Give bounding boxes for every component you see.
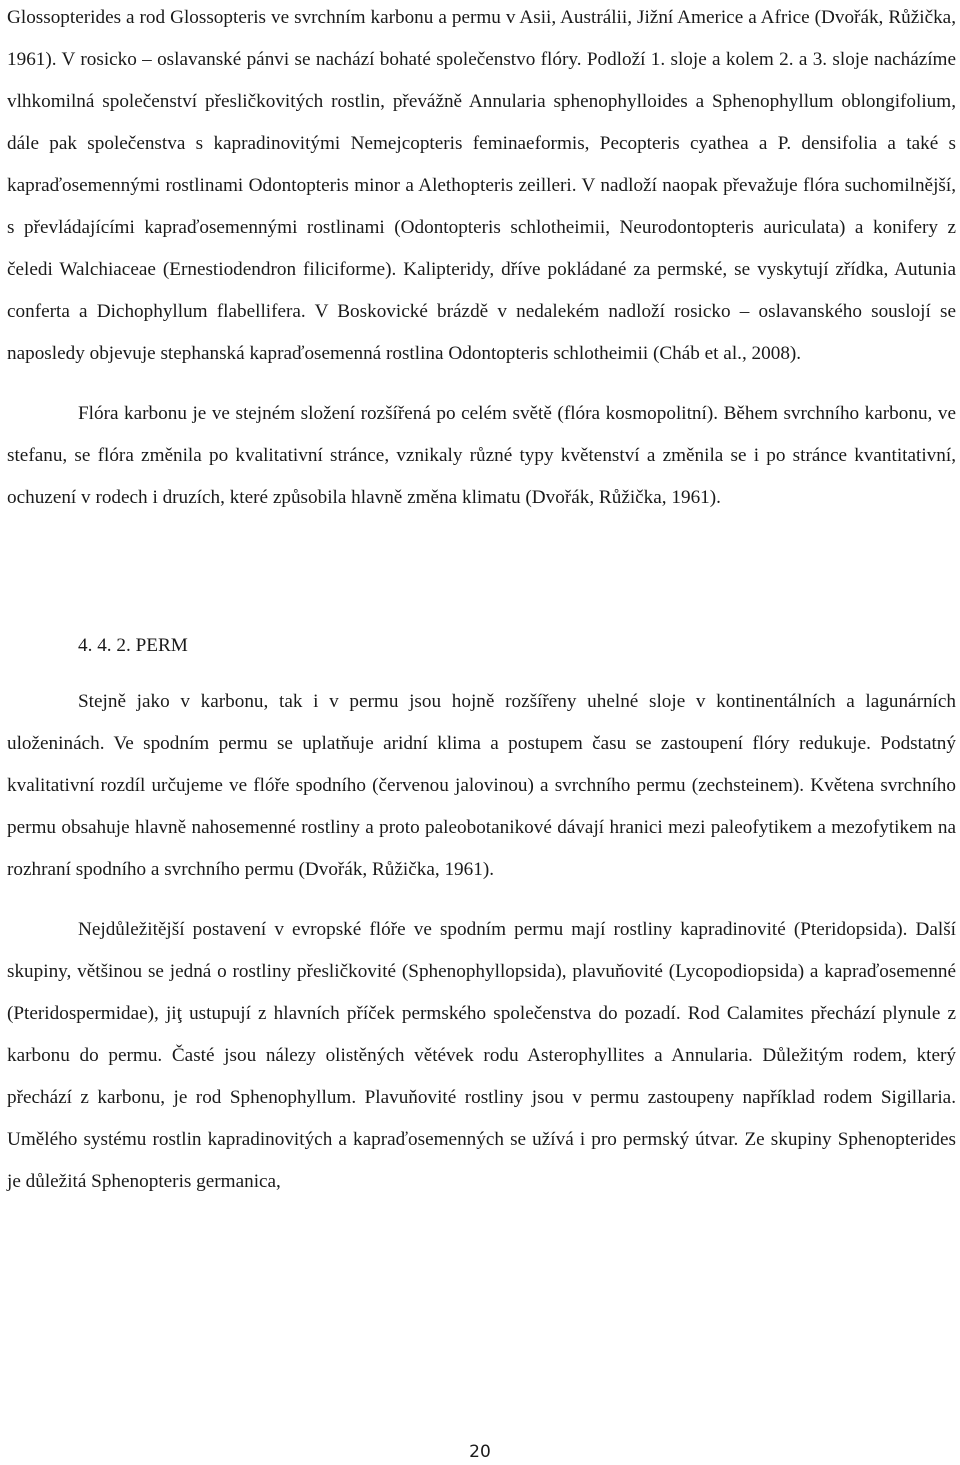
- paragraph-karbon-flora: Glossopterides a rod Glossopteris ve svrchním karbonu a permu v Asii, Austrálii, Jižní Americe a Africe (Dvořák, Růžička, 1961). V rosicko – oslavanské pánvi se nachází bohaté společenstvo flóry. Podloží 1. sloje a kolem 2. a 3. sloje nacházíme vlhkomilná společenství přesličkovitých rostlin, převážně Annularia sphenophylloides a Sphenophyllum oblongifolium, dále pak společenstva s kapradinovitými Nemejcopteris feminaeformis, Pecopteris cyathea a P. densifolia a také s kapraďosemennými rostlinami Odontopteris minor a Alethopteris zeilleri. V nadloží naopak převažuje flóra suchomilnější, s převládajícími kapraďosemennými rostlinami (Odontopteris schlotheimii, Neurodontopteris auriculata) a konifery z čeledi Walchiaceae (Ernestiodendron filiciforme). Kalipteridy, dříve pokládané za permské, se vyskytují zřídka, Autunia conferta a Dichophyllum flabellifera. V Boskovické brázdě v nedalekém nadloží rosicko – oslavanského souslojí se naposledy objevuje stephanská kapraďosemenná rostlina Odontopteris schlotheimii (Cháb et al., 2008).: [7, 7, 956, 364]
- paragraph-perm-flora: Nejdůležitější postavení v evropské flóře ve spodním permu mají rostliny kapradinovité (Pteridopsida). Další skupiny, většinou se jedná o rostliny přesličkovité (Sphenophyllopsida), plavuňovité (Lycopodiopsida) a kapraďosemenné (Pteridospermidae), jiţ ustupují z hlavních příček permského společenstva do pozadí. Rod Calamites přechází plynule z karbonu do permu. Časté jsou nálezy olistěných větévek rodu Asterophyllites a Annularia. Důležitým rodem, který přechází z karbonu, je rod Sphenophyllum. Plavuňovité rostliny jsou v permu zastoupeny například rodem Sigillaria. Umělého systému rostlin kapradinovitých a kapraďosemenných se užívá i pro permský útvar. Ze skupiny Sphenopterides je důležitá Sphenopteris germanica,: [7, 919, 956, 1192]
- document-page: [7, 0, 956, 1203]
- paragraph-spacer: [7, 375, 956, 393]
- section-heading: 4. 4. 2. PERM: [78, 635, 188, 656]
- page-number: 20: [469, 1442, 491, 1462]
- paragraph-cosmopolitan-flora: Flóra karbonu je ve stejném složení rozšířená po celém světě (flóra kosmopolitní). Během svrchního karbonu, ve stefanu, se flóra změnila po kvalitativní stránce, vznikaly různé typy květenství a změnila se i po stránce kvantitativní, ochuzení v rodech i druzích, které způsobila hlavně změna klimatu (Dvořák, Růžička, 1961).: [7, 403, 956, 508]
- heading-spacer: [7, 667, 956, 681]
- section-spacer: [7, 519, 956, 625]
- paragraph-perm-coal: Stejně jako v karbonu, tak i v permu jsou hojně rozšířeny uhelné sloje v kontinentálních a lagunárních uloženinách. Ve spodním permu se uplatňuje aridní klima a postupem času se zastoupení flóry redukuje. Podstatný kvalitativní rozdíl určujeme ve flóře spodního (červenou jalovinou) a svrchního permu (zechsteinem). Květena svrchního permu obsahuje hlavně nahosemenné rostliny a proto paleobotanikové dávají hranici mezi paleofytikem a mezofytikem na rozhraní spodního a svrchního permu (Dvořák, Růžička, 1961).: [7, 691, 956, 880]
- paragraph-spacer: [7, 891, 956, 909]
